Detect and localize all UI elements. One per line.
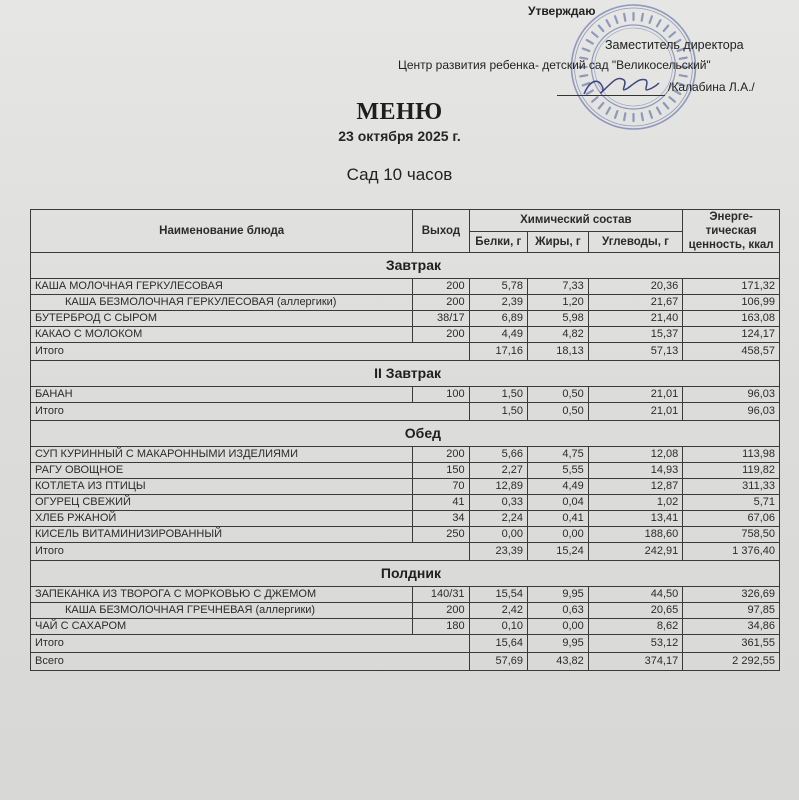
dish-protein: 1,50 xyxy=(469,387,527,403)
stamp-glyph-mark xyxy=(680,75,687,76)
dish-row xyxy=(31,479,780,495)
stamp-glyph-mark xyxy=(592,32,597,37)
header-protein: Белки, г xyxy=(469,231,527,253)
dish-row xyxy=(31,603,780,619)
section-total-row xyxy=(31,543,780,561)
dish-name: БУТЕРБРОД С СЫРОМ xyxy=(31,311,413,327)
total-energy: 361,55 xyxy=(683,635,780,653)
dish-energy: 326,69 xyxy=(683,587,780,603)
section-header-row xyxy=(31,421,780,447)
approval-organization: Центр развития ребенка- детский сад "Великосельский" xyxy=(398,58,711,72)
total-fat: 9,95 xyxy=(528,635,589,653)
dish-name: БАНАН xyxy=(31,387,413,403)
dish-protein: 5,66 xyxy=(469,447,527,463)
dish-output: 180 xyxy=(413,619,469,635)
dish-carbs: 21,67 xyxy=(588,295,682,311)
dish-energy: 67,06 xyxy=(683,511,780,527)
dish-energy: 311,33 xyxy=(683,479,780,495)
grand-total-protein: 57,69 xyxy=(469,653,527,671)
dish-protein: 2,24 xyxy=(469,511,527,527)
dish-output: 200 xyxy=(413,603,469,619)
dish-carbs: 20,65 xyxy=(588,603,682,619)
dish-output: 34 xyxy=(413,511,469,527)
document-title: МЕНЮ xyxy=(356,99,443,125)
section-title: Полдник xyxy=(31,561,780,587)
dish-protein: 0,10 xyxy=(469,619,527,635)
grand-total-carbs: 374,17 xyxy=(588,653,682,671)
header-chemical: Химический состав xyxy=(469,210,683,232)
dish-output: 100 xyxy=(413,387,469,403)
dish-carbs: 12,08 xyxy=(588,447,682,463)
dish-row xyxy=(31,511,780,527)
dish-energy: 758,50 xyxy=(683,527,780,543)
dish-row xyxy=(31,279,780,295)
dish-protein: 5,78 xyxy=(469,279,527,295)
dish-carbs: 13,41 xyxy=(588,511,682,527)
dish-row xyxy=(31,619,780,635)
total-energy: 1 376,40 xyxy=(683,543,780,561)
grand-total-row xyxy=(31,653,780,671)
stamp-glyph-mark xyxy=(587,40,593,44)
dish-output: 200 xyxy=(413,447,469,463)
dish-carbs: 1,02 xyxy=(588,495,682,511)
total-protein: 23,39 xyxy=(469,543,527,561)
dish-output: 140/31 xyxy=(413,587,469,603)
dish-protein: 2,39 xyxy=(469,295,527,311)
dish-carbs: 188,60 xyxy=(588,527,682,543)
dish-name: ОГУРЕЦ СВЕЖИЙ xyxy=(31,495,413,511)
total-label: Итого xyxy=(31,543,470,561)
section-header-row xyxy=(31,253,780,279)
dish-protein: 0,00 xyxy=(469,527,527,543)
dish-fat: 0,00 xyxy=(528,619,589,635)
dish-fat: 0,50 xyxy=(528,387,589,403)
dish-name: КАША БЕЗМОЛОЧНАЯ ГЕРКУЛЕСОВАЯ (аллергики) xyxy=(31,295,413,311)
section-total-row xyxy=(31,635,780,653)
dish-carbs: 21,01 xyxy=(588,387,682,403)
stamp-glyph-mark xyxy=(607,20,611,26)
total-protein: 1,50 xyxy=(469,403,527,421)
total-energy: 458,57 xyxy=(683,343,780,361)
dish-energy: 171,32 xyxy=(683,279,780,295)
dish-name: КОТЛЕТА ИЗ ПТИЦЫ xyxy=(31,479,413,495)
header-name: Наименование блюда xyxy=(31,210,413,253)
dish-name: ХЛЕБ РЖАНОЙ xyxy=(31,511,413,527)
total-label: Итого xyxy=(31,635,470,653)
dish-row xyxy=(31,327,780,343)
stamp-glyph-mark xyxy=(650,16,652,23)
dish-name: СУП КУРИННЫЙ С МАКАРОННЫМИ ИЗДЕЛИЯМИ xyxy=(31,447,413,463)
dish-protein: 2,27 xyxy=(469,463,527,479)
dish-protein: 0,33 xyxy=(469,495,527,511)
header-fat: Жиры, г xyxy=(528,231,589,253)
dish-row xyxy=(31,463,780,479)
dish-output: 200 xyxy=(413,295,469,311)
dish-name: КАКАО С МОЛОКОМ xyxy=(31,327,413,343)
stamp-glyph-mark xyxy=(642,14,643,21)
dish-protein: 6,89 xyxy=(469,311,527,327)
dish-row xyxy=(31,311,780,327)
dish-output: 250 xyxy=(413,527,469,543)
total-label: Итого xyxy=(31,403,470,421)
dish-energy: 119,82 xyxy=(683,463,780,479)
dish-output: 200 xyxy=(413,327,469,343)
grand-total-fat: 43,82 xyxy=(528,653,589,671)
stamp-glyph-mark xyxy=(615,16,617,23)
total-label: Итого xyxy=(31,343,470,361)
dish-fat: 1,20 xyxy=(528,295,589,311)
dish-row xyxy=(31,295,780,311)
dish-energy: 5,71 xyxy=(683,495,780,511)
stamp-glyph-mark xyxy=(580,75,587,76)
dish-output: 200 xyxy=(413,279,469,295)
total-carbs: 53,12 xyxy=(588,635,682,653)
section-title: Обед xyxy=(31,421,780,447)
stamp-glyph-mark xyxy=(664,26,669,31)
stamp-glyph-mark xyxy=(583,83,590,85)
dish-name: ЗАПЕКАНКА ИЗ ТВОРОГА С МОРКОВЬЮ С ДЖЕМОМ xyxy=(31,587,413,603)
dish-energy: 113,98 xyxy=(683,447,780,463)
dish-carbs: 15,37 xyxy=(588,327,682,343)
dish-row xyxy=(31,495,780,511)
dish-protein: 12,89 xyxy=(469,479,527,495)
dish-fat: 4,49 xyxy=(528,479,589,495)
header-carbs: Углеводы, г xyxy=(588,231,682,253)
grand-total-energy: 2 292,55 xyxy=(683,653,780,671)
dish-carbs: 14,93 xyxy=(588,463,682,479)
dish-fat: 0,00 xyxy=(528,527,589,543)
section-header-row xyxy=(31,561,780,587)
dish-row xyxy=(31,527,780,543)
dish-energy: 96,03 xyxy=(683,387,780,403)
dish-fat: 4,82 xyxy=(528,327,589,343)
dish-carbs: 20,36 xyxy=(588,279,682,295)
header-output: Выход xyxy=(413,210,469,253)
dish-name: КАША МОЛОЧНАЯ ГЕРКУЛЕСОВАЯ xyxy=(31,279,413,295)
dish-output: 41 xyxy=(413,495,469,511)
document-date: 23 октября 2025 г. xyxy=(338,128,461,144)
header-energy: Энерге-тическая ценность, ккал xyxy=(683,210,780,253)
dish-carbs: 21,40 xyxy=(588,311,682,327)
total-carbs: 21,01 xyxy=(588,403,682,421)
stamp-glyph-mark xyxy=(599,26,604,31)
section-title: II Завтрак xyxy=(31,361,780,387)
dish-fat: 0,63 xyxy=(528,603,589,619)
dish-carbs: 12,87 xyxy=(588,479,682,495)
dish-protein: 15,54 xyxy=(469,587,527,603)
dish-protein: 2,42 xyxy=(469,603,527,619)
signature-line xyxy=(557,95,665,96)
dish-row xyxy=(31,587,780,603)
dish-fat: 0,04 xyxy=(528,495,589,511)
grand-total-label: Всего xyxy=(31,653,470,671)
dish-name: КИСЕЛЬ ВИТАМИНИЗИРОВАННЫЙ xyxy=(31,527,413,543)
dish-fat: 4,75 xyxy=(528,447,589,463)
dish-energy: 106,99 xyxy=(683,295,780,311)
total-fat: 18,13 xyxy=(528,343,589,361)
approval-title: Утверждаю xyxy=(528,4,596,18)
dish-name: РАГУ ОВОЩНОЕ xyxy=(31,463,413,479)
dish-fat: 7,33 xyxy=(528,279,589,295)
dish-name: ЧАЙ С САХАРОМ xyxy=(31,619,413,635)
dish-fat: 5,55 xyxy=(528,463,589,479)
approval-position: Заместитель директора xyxy=(605,38,744,52)
dish-row xyxy=(31,447,780,463)
dish-energy: 124,17 xyxy=(683,327,780,343)
dish-protein: 4,49 xyxy=(469,327,527,343)
dish-carbs: 44,50 xyxy=(588,587,682,603)
dish-output: 70 xyxy=(413,479,469,495)
stamp-glyph-mark xyxy=(587,91,593,95)
stamp-glyph-mark xyxy=(657,20,661,26)
section-total-row xyxy=(31,403,780,421)
total-carbs: 57,13 xyxy=(588,343,682,361)
dish-energy: 34,86 xyxy=(683,619,780,635)
total-protein: 15,64 xyxy=(469,635,527,653)
approval-signatory: /Калабина Л.А./ xyxy=(668,80,755,94)
total-energy: 96,03 xyxy=(683,403,780,421)
section-total-row xyxy=(31,343,780,361)
dish-fat: 9,95 xyxy=(528,587,589,603)
dish-carbs: 8,62 xyxy=(588,619,682,635)
dish-row xyxy=(31,387,780,403)
menu-table xyxy=(30,209,780,671)
section-title: Завтрак xyxy=(31,253,780,279)
dish-fat: 5,98 xyxy=(528,311,589,327)
document-group: Сад 10 часов xyxy=(346,165,453,184)
stamp-glyph-mark xyxy=(624,14,625,21)
dish-output: 38/17 xyxy=(413,311,469,327)
stamp-glyph-mark xyxy=(583,49,590,51)
section-header-row xyxy=(31,361,780,387)
dish-energy: 163,08 xyxy=(683,311,780,327)
total-carbs: 242,91 xyxy=(588,543,682,561)
total-fat: 15,24 xyxy=(528,543,589,561)
total-protein: 17,16 xyxy=(469,343,527,361)
dish-fat: 0,41 xyxy=(528,511,589,527)
stamp-glyph-mark xyxy=(670,32,675,37)
dish-output: 150 xyxy=(413,463,469,479)
total-fat: 0,50 xyxy=(528,403,589,421)
dish-energy: 97,85 xyxy=(683,603,780,619)
dish-name: КАША БЕЗМОЛОЧНАЯ ГРЕЧНЕВАЯ (аллергики) xyxy=(31,603,413,619)
